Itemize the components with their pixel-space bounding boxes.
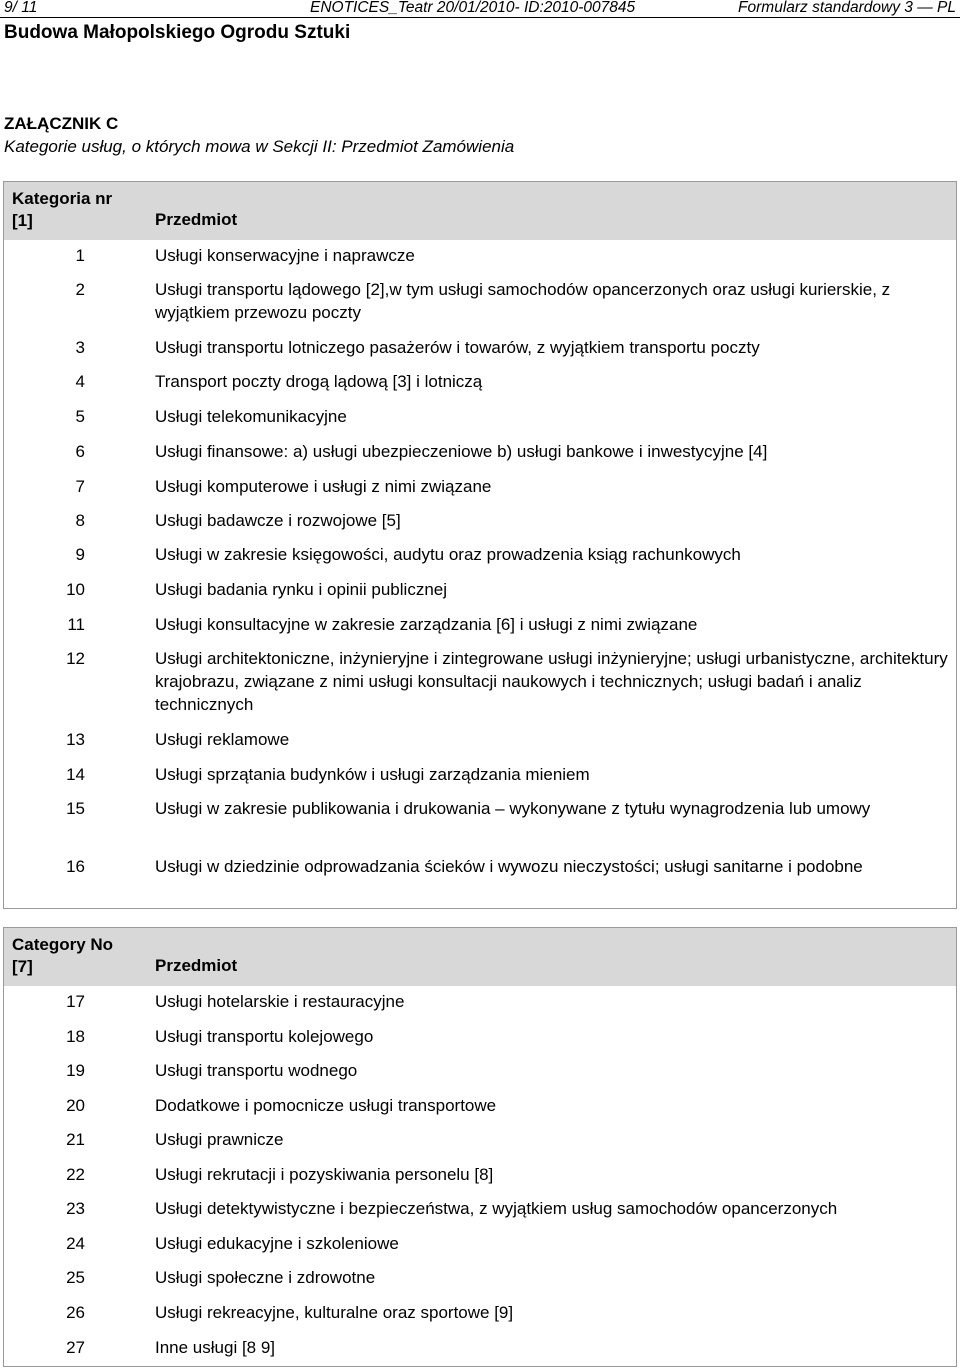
table-header bbox=[4, 182, 956, 240]
category-number: 14 bbox=[66, 765, 85, 784]
category-description: Usługi transportu kolejowego bbox=[155, 1027, 374, 1046]
category-description: Inne usługi [8 9] bbox=[155, 1338, 276, 1357]
category-number: 20 bbox=[66, 1096, 85, 1115]
category-description: Usługi transportu lądowego [2],w tym usługi samochodów opancerzonych oraz usługi kurierskie, z wyjątkiem przewozu poczty bbox=[155, 280, 891, 322]
category-description: Usługi konserwacyjne i naprawcze bbox=[155, 246, 415, 265]
subject-header: Przedmiot bbox=[155, 210, 238, 229]
category-number: 11 bbox=[67, 615, 85, 634]
category-number: 10 bbox=[66, 580, 85, 599]
category-description: Usługi sprzątania budynków i usługi zarządzania mieniem bbox=[155, 765, 590, 784]
notice-id: ENOTICES_Teatr 20/01/2010- ID:2010-007845 bbox=[310, 0, 636, 16]
category-number: 9 bbox=[75, 545, 85, 564]
subject-header: Przedmiot bbox=[155, 956, 238, 975]
category-description: Usługi badania rynku i opinii publicznej bbox=[155, 580, 448, 599]
category-description: Usługi w dziedzinie odprowadzania ścieków i wywozu nieczystości; usługi sanitarne i podobne bbox=[155, 857, 863, 876]
category-description: Usługi transportu lotniczego pasażerów i towarów, z wyjątkiem transportu poczty bbox=[155, 338, 760, 357]
category-number: 2 bbox=[75, 280, 85, 299]
category-description: Usługi komputerowe i usługi z nimi związane bbox=[155, 477, 492, 496]
category-description: Usługi społeczne i zdrowotne bbox=[155, 1268, 376, 1287]
category-number: 3 bbox=[75, 338, 85, 357]
category-description: Usługi finansowe: a) usługi ubezpieczeniowe b) usługi bankowe i inwestycyjne [4] bbox=[155, 442, 768, 461]
category-number: 19 bbox=[66, 1061, 85, 1080]
category-description: Usługi badawcze i rozwojowe [5] bbox=[155, 511, 401, 530]
category-number: 4 bbox=[75, 372, 85, 391]
category-number: 23 bbox=[66, 1199, 85, 1218]
category-number: 5 bbox=[75, 407, 85, 426]
table-header bbox=[4, 928, 956, 986]
category-number: 26 bbox=[66, 1303, 85, 1322]
category-number: 12 bbox=[66, 649, 85, 668]
page-number: 9/ 11 bbox=[4, 0, 38, 16]
category-description: Usługi detektywistyczne i bezpieczeństwa, z wyjątkiem usług samochodów opancerzonych bbox=[155, 1199, 838, 1218]
category-description: Usługi rekrutacji i pozyskiwania personelu [8] bbox=[155, 1165, 494, 1184]
category-number: 25 bbox=[66, 1268, 85, 1287]
category-number: 7 bbox=[75, 477, 85, 496]
document-title: Budowa Małopolskiego Ogrodu Sztuki bbox=[4, 22, 351, 43]
category-description: Usługi prawnicze bbox=[155, 1130, 284, 1149]
category-description: Usługi reklamowe bbox=[155, 730, 290, 749]
category-description: Usługi w zakresie publikowania i drukowania – wykonywane z tytułu wynagrodzenia lub umowy bbox=[155, 799, 871, 818]
category-number: 18 bbox=[66, 1027, 85, 1046]
category-number: 21 bbox=[66, 1130, 85, 1149]
category-number: 1 bbox=[75, 246, 85, 265]
category-number: 15 bbox=[66, 799, 85, 818]
category-description: Usługi hotelarskie i restauracyjne bbox=[155, 992, 405, 1011]
category-number: 8 bbox=[75, 511, 85, 530]
category-description: Usługi edukacyjne i szkoleniowe bbox=[155, 1234, 399, 1253]
category-number-header: Category No [7] bbox=[12, 935, 114, 976]
category-description: Usługi architektoniczne, inżynieryjne i zintegrowane usługi inżynieryjne; usługi urbanistyczne, architektury krajobrazu, związane z nimi usługi konsultacji naukowych i technicznych; usługi badań i analiz technicznych bbox=[155, 649, 948, 714]
category-number: 24 bbox=[66, 1234, 85, 1253]
category-table-2 bbox=[3, 927, 957, 1367]
category-number: 17 bbox=[66, 992, 85, 1011]
category-number: 6 bbox=[75, 442, 85, 461]
category-description: Usługi w zakresie księgowości, audytu oraz prowadzenia ksiąg rachunkowych bbox=[155, 545, 741, 564]
annex-subtitle: Kategorie usług, o których mowa w Sekcji II: Przedmiot Zamówienia bbox=[4, 137, 515, 156]
category-number-header: Kategoria nr [1] bbox=[12, 189, 113, 230]
category-description: Usługi rekreacyjne, kulturalne oraz sportowe [9] bbox=[155, 1303, 514, 1322]
form-name: Formularz standardowy 3 — PL bbox=[738, 0, 956, 16]
category-number: 16 bbox=[66, 857, 85, 876]
category-number: 27 bbox=[66, 1338, 85, 1357]
category-description: Transport poczty drogą lądową [3] i lotniczą bbox=[155, 372, 483, 391]
annex-title: ZAŁĄCZNIK C bbox=[4, 114, 119, 133]
category-number: 13 bbox=[66, 730, 85, 749]
category-description: Dodatkowe i pomocnicze usługi transportowe bbox=[155, 1096, 497, 1115]
category-number: 22 bbox=[66, 1165, 85, 1184]
page-header-bar bbox=[0, 0, 960, 18]
category-table-1 bbox=[3, 181, 957, 909]
category-description: Usługi transportu wodnego bbox=[155, 1061, 358, 1080]
category-description: Usługi telekomunikacyjne bbox=[155, 407, 347, 426]
category-description: Usługi konsultacyjne w zakresie zarządzania [6] i usługi z nimi związane bbox=[155, 615, 698, 634]
